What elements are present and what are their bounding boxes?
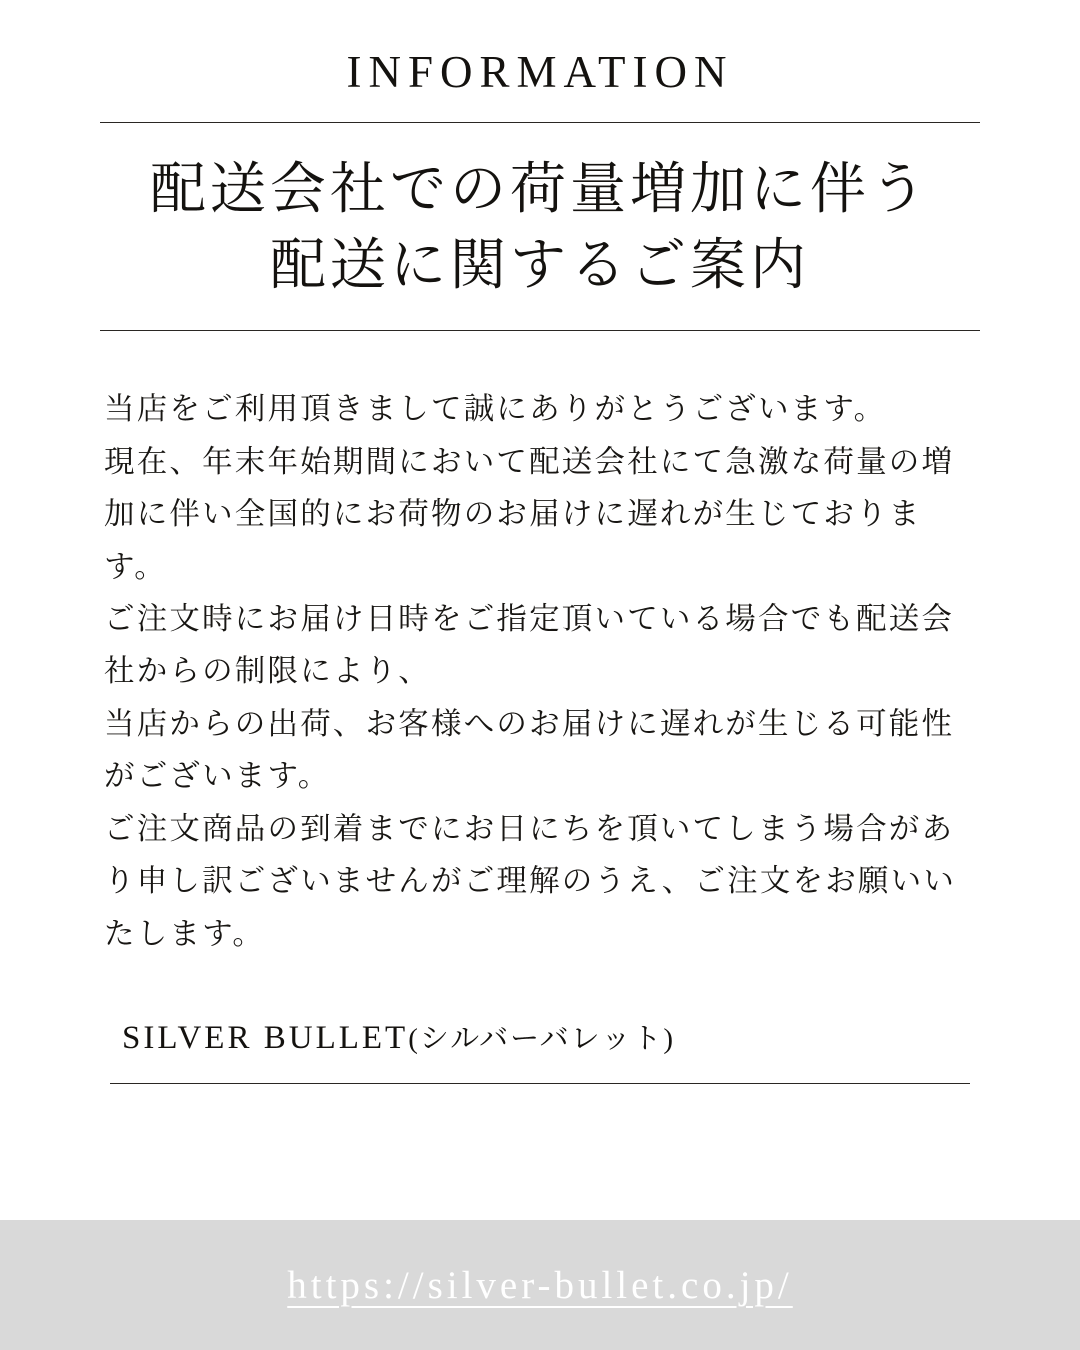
body-paragraph-5: ご注文商品の到着までにお日にちを頂いてしまう場合があり申し訳ございませんがご理解のうえ、ご注文をお願いいたします。: [104, 811, 957, 951]
divider-bottom: [110, 1083, 970, 1084]
body-paragraph-2: 現在、年末年始期間において配送会社にて急激な荷量の増加に伴い全国的にお荷物のお届けに遅れが生じております。: [104, 444, 955, 584]
signature-brand-jp: (シルバーバレット): [408, 1023, 676, 1056]
body-paragraph-1: 当店をご利用頂きまして誠にありがとうございます。: [104, 392, 887, 427]
website-url-link[interactable]: https://silver-bullet.co.jp/: [287, 1263, 793, 1307]
page-title: [0, 123, 1080, 330]
signature-brand-en: SILVER BULLET: [122, 1020, 409, 1057]
signature: [104, 1016, 976, 1057]
page-title-line-1: 配送会社での荷量増加に伴う: [150, 159, 930, 221]
footer-bar: [0, 1220, 1080, 1350]
page-title-line-2: 配送に関するご案内: [270, 234, 810, 297]
body-content: [0, 331, 1080, 1350]
body-paragraph-3: ご注文時にお届け日時をご指定頂いている場合でも配送会社からの制限により、: [104, 602, 955, 689]
body-paragraph-4: 当店からの出荷、お客様へのお届けに遅れが生じる可能性がございます。: [104, 706, 955, 794]
page-eyebrow: INFORMATION: [346, 47, 734, 97]
